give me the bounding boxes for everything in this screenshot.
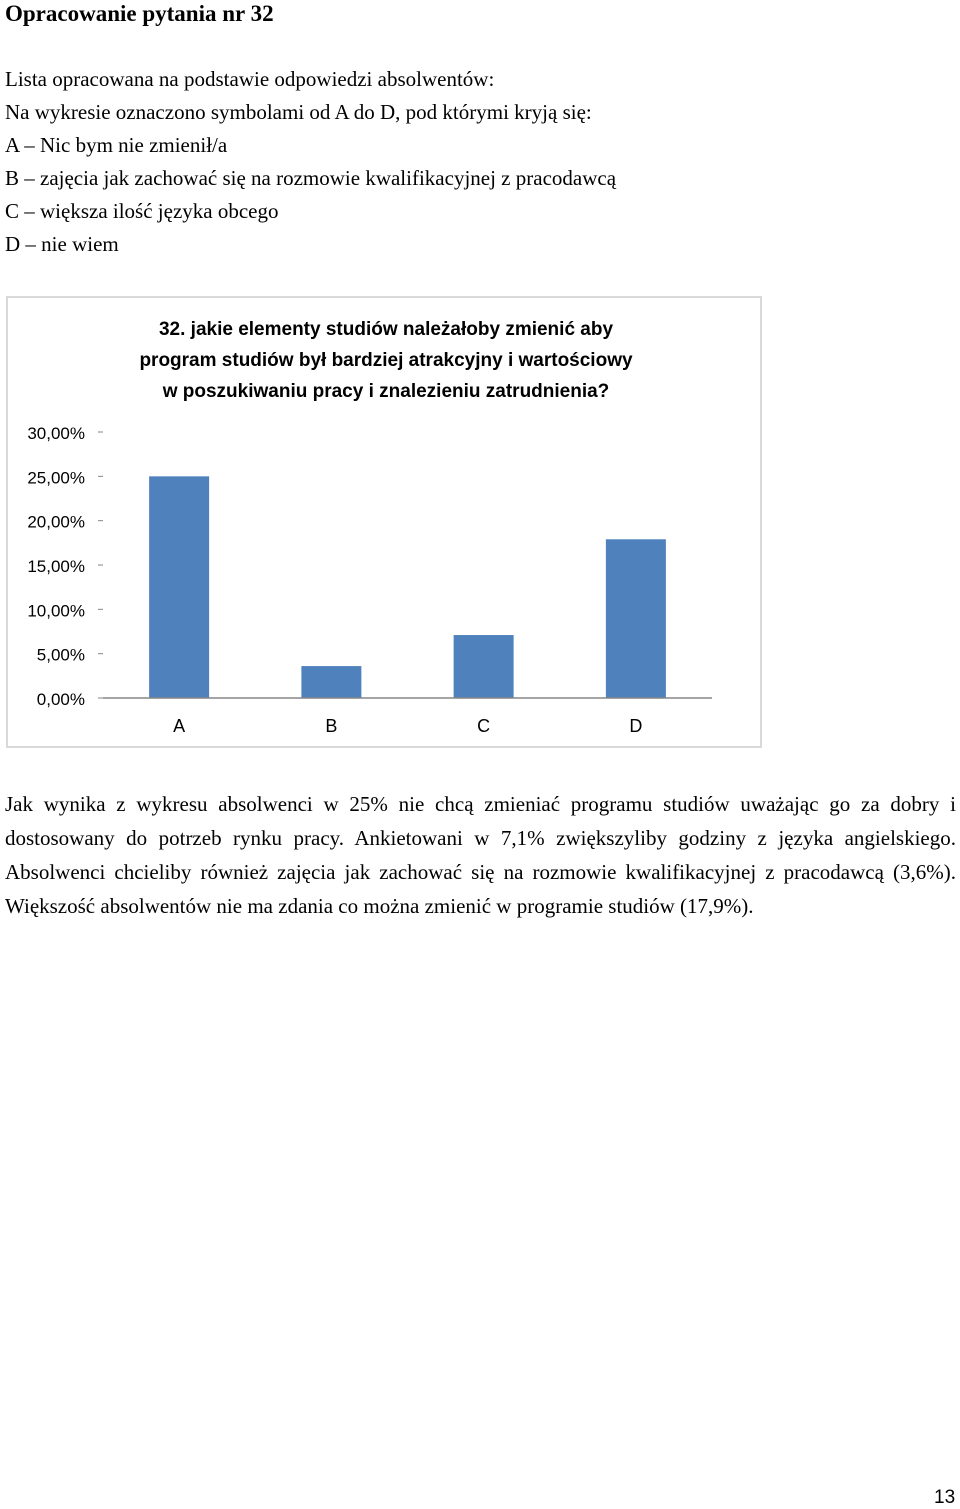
x-tick-label: A: [173, 716, 186, 736]
summary-paragraph: Jak wynika z wykresu absolwenci w 25% nie chcą zmieniać programu studiów uważając go za dobry i dostosowany do potrzeb rynku pracy. Ankietowani w 7,1% zwiększyliby godziny z języka angielskiego. Absolwenci chcieliby również zajęcia jak zachować się na rozmowie kwalifikacyjnej z pracodawcą (3,6%). Większość absolwentów nie ma zdania co można zmienić w programie studiów (17,9%).: [5, 792, 956, 918]
y-tick-label: 15,00%: [27, 557, 85, 576]
bar-a: [149, 476, 209, 698]
intro-list: [5, 63, 616, 261]
legend-item-a: A – Nic bym nie zmienił/a: [5, 133, 228, 157]
chart-title-line: 32. jakie elementy studiów należałoby zmienić aby: [158, 319, 614, 340]
chart-frame: [6, 296, 762, 748]
x-tick-label: D: [629, 716, 643, 736]
y-tick-label: 0,00%: [36, 690, 85, 709]
x-tick-label: C: [477, 716, 491, 736]
y-tick-label: 30,00%: [27, 424, 85, 443]
bar-d: [606, 539, 666, 698]
body-text: [5, 787, 956, 923]
y-tick-label: 5,00%: [36, 645, 85, 665]
page-number: 13: [934, 1487, 956, 1508]
bar-chart: [8, 298, 760, 746]
chart-title-line: program studiów był bardziej atrakcyjny i wartościowy: [139, 350, 633, 371]
x-tick-label: B: [325, 716, 338, 736]
bar-b: [301, 666, 361, 698]
y-tick-label: 25,00%: [27, 468, 85, 488]
intro-line: Na wykresie oznaczono symbolami od A do D, pod którymi kryją się:: [5, 100, 592, 124]
y-tick-label: 10,00%: [27, 601, 85, 621]
chart-title-line: w poszukiwaniu pracy i znalezieniu zatrudnienia?: [162, 381, 610, 402]
bar-c: [454, 635, 514, 698]
y-tick-label: 20,00%: [27, 512, 85, 532]
legend-item-b: B – zajęcia jak zachować się na rozmowie kwalifikacyjnej z pracodawcą: [5, 166, 617, 190]
intro-line: Lista opracowana na podstawie odpowiedzi absolwentów:: [5, 67, 495, 91]
legend-item-c: C – większa ilość języka obcego: [5, 199, 279, 223]
legend-item-d: D – nie wiem: [5, 232, 119, 256]
page-title: Opracowanie pytania nr 32: [5, 1, 274, 26]
